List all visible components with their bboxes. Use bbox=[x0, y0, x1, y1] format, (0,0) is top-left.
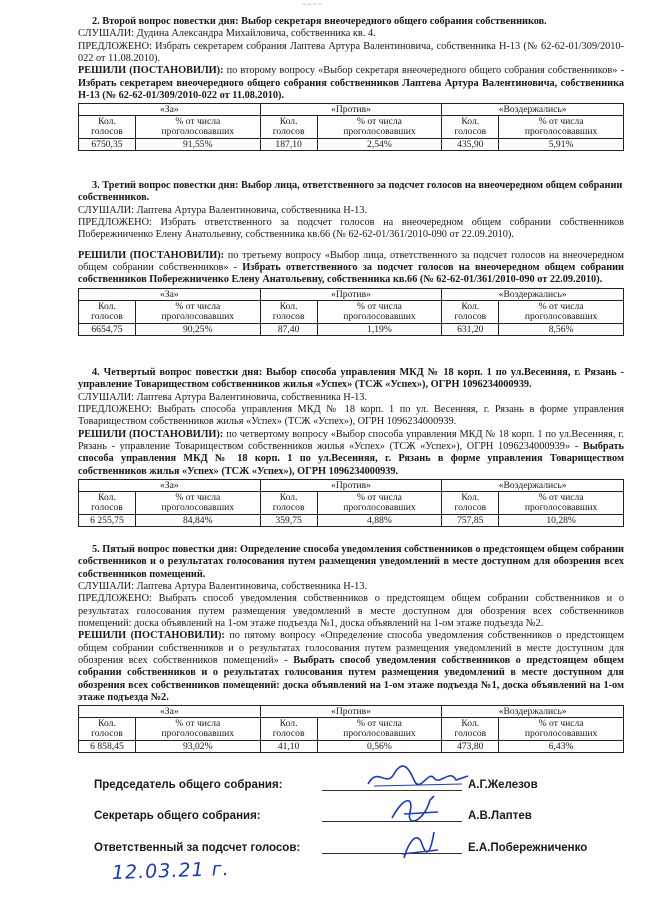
col-pct: % от числа проголосовавших bbox=[135, 718, 260, 741]
for-header: «За» bbox=[79, 706, 261, 718]
decided-bold: Выбрать способ уведомления собственников о предстоящем общем собрании собственников и о результатах голосования путем размещения уведомлений в месте доступном для обозрения всех собственников помещений: доска объявлений на 1-ом этаже подъезда №1, доска объявлений на 1-ом этаже подъезда №2. bbox=[78, 655, 624, 704]
heard-line: СЛУШАЛИ: Лаптева Артура Валентиновича, собственника Н-13. bbox=[78, 204, 368, 216]
cell-abstain-pct: 8,56% bbox=[499, 323, 624, 335]
cell-abstain-votes: 757,85 bbox=[442, 515, 499, 527]
handwritten-signature bbox=[384, 792, 444, 826]
votes-table bbox=[78, 705, 624, 753]
votes-table bbox=[78, 479, 624, 527]
col-pct: % от числа проголосовавших bbox=[135, 300, 260, 323]
col-pct: % от числа проголосовавших bbox=[499, 116, 624, 139]
for-header: «За» bbox=[79, 288, 261, 300]
cell-against-pct: 1,19% bbox=[317, 323, 442, 335]
section-3 bbox=[78, 180, 624, 336]
decided-bold: Выбрать способа управления МКД № 18 корп. 1 по ул.Весенняя, г. Рязань в форме управления Товариществом собственников жилья «Успех» (ТСЖ «Успех»), ОГРН 1096234000939. bbox=[78, 441, 624, 477]
proposed-line: ПРЕДЛОЖЕНО: Выбрать способ уведомления собственников о предстоящем общем собрании собственников и о результатах голосования путем размещения уведомлений в месте доступном для обозрения всех собственников помещений: доска объявлений на 1-ом этаже подъезда №1, доска объявлений на 1-ом этаже подъезда №2. bbox=[78, 593, 624, 630]
decided-text: по второму вопросу «Выбор секретаря внеочередного общего собрания собственников» - bbox=[223, 65, 624, 77]
heard-line: СЛУШАЛИ: Дудина Александра Михайловича, собственника кв. 4. bbox=[78, 28, 376, 40]
col-votes: Кол. голосов bbox=[260, 300, 317, 323]
cell-abstain-pct: 6,43% bbox=[499, 741, 624, 753]
proposed-line: ПРЕДЛОЖЕНО: Избрать ответственного за подсчет голосов на внеочередном общем собрании собственников Побережниченко Елену Анатольевну, собственника кв.66 (№ 62-62-01/361/2010-090 от 22.09.2010). bbox=[78, 217, 624, 241]
decided-lead: РЕШИЛИ (ПОСТАНОВИЛИ): bbox=[78, 249, 225, 261]
for-header: «За» bbox=[79, 104, 261, 116]
decided-line bbox=[78, 250, 624, 287]
col-votes: Кол. голосов bbox=[442, 116, 499, 139]
col-pct: % от числа проголосовавших bbox=[317, 116, 442, 139]
against-header: «Против» bbox=[260, 706, 442, 718]
col-votes: Кол. голосов bbox=[442, 718, 499, 741]
heard-line: СЛУШАЛИ: Лаптева Артура Валентиновича, собственника Н-13. bbox=[78, 581, 368, 593]
decided-line bbox=[78, 65, 624, 102]
decided-line bbox=[78, 630, 624, 704]
col-votes: Кол. голосов bbox=[442, 300, 499, 323]
cell-for-votes: 6654,75 bbox=[79, 323, 136, 335]
decided-lead: РЕШИЛИ (ПОСТАНОВИЛИ): bbox=[78, 428, 224, 440]
handwritten-date: 12.03.21 г. bbox=[111, 857, 231, 885]
abstain-header: «Воздержались» bbox=[442, 288, 624, 300]
cell-against-votes: 187,10 bbox=[260, 139, 317, 151]
decided-lead: РЕШИЛИ (ПОСТАНОВИЛИ): bbox=[78, 630, 225, 642]
abstain-header: «Воздержались» bbox=[442, 104, 624, 116]
top-stamp-mark: ~~~~ bbox=[302, 0, 324, 9]
against-header: «Против» bbox=[260, 480, 442, 492]
cell-abstain-votes: 631,20 bbox=[442, 323, 499, 335]
signature-name: А.В.Лаптев bbox=[468, 810, 532, 822]
col-pct: % от числа проголосовавших bbox=[499, 300, 624, 323]
cell-abstain-votes: 473,80 bbox=[442, 741, 499, 753]
decided-text: по четвертому вопросу «Выбор способа управления МКД № 18 корп. 1 по ул.Весенняя, г. Рязань - управление Товариществом собственников жилья «Успех» (ТСЖ «Успех»), ОГРН 1096234000939» - bbox=[78, 428, 624, 453]
against-header: «Против» bbox=[260, 288, 442, 300]
col-votes: Кол. голосов bbox=[260, 718, 317, 741]
cell-against-pct: 0,56% bbox=[317, 741, 442, 753]
decided-text: по третьему вопросу «Выбор лица, ответственного за подсчет голосов на внеочередном общем собрании собственников» - bbox=[78, 249, 624, 274]
abstain-header: «Воздержались» bbox=[442, 480, 624, 492]
cell-for-pct: 91,55% bbox=[135, 139, 260, 151]
col-votes: Кол. голосов bbox=[79, 492, 136, 515]
section-title: 4. Четвертый вопрос повестки дня: Выбор способа управления МКД № 18 корп. 1 по ул.Весенняя, г. Рязань - управление Товариществом собственников жилья «Успех» (ТСЖ «Успех»), ОГРН 1096234000939. bbox=[78, 367, 624, 391]
decided-text: по пятому вопросу «Определение способа уведомления собственников о предстоящем общем собрании собственников и о результатах голосования путем размещения уведомлений в месте доступном для обозрения всех собственников помещений» - bbox=[78, 630, 625, 667]
proposed-line: ПРЕДЛОЖЕНО: Избрать секретарем собрания Лаптева Артура Валентиновича, собственника Н-13 (№ 62-62-01/309/2010-022 от 11.08.2010). bbox=[78, 40, 624, 65]
col-pct: % от числа проголосовавших bbox=[317, 492, 442, 515]
col-votes: Кол. голосов bbox=[79, 718, 136, 741]
col-pct: % от числа проголосовавших bbox=[317, 718, 442, 741]
section-4 bbox=[78, 367, 624, 527]
col-votes: Кол. голосов bbox=[79, 300, 136, 323]
decided-bold: Избрать ответственного за подсчет голосов на внеочередном общем собрании собственников Побережниченко Елену Анатольевну, собственника кв.66 (№ 62-62-01/361/2010-090 от 22.09.2010). bbox=[78, 262, 624, 286]
signature-role: Секретарь общего собрания: bbox=[94, 810, 261, 822]
decided-lead: РЕШИЛИ (ПОСТАНОВИЛИ): bbox=[78, 65, 224, 77]
section-title: 2. Второй вопрос повестки дня: Выбор секретаря внеочередного общего собрания собственников. bbox=[92, 16, 547, 27]
abstain-header: «Воздержались» bbox=[442, 706, 624, 718]
col-pct: % от числа проголосовавших bbox=[135, 116, 260, 139]
votes-table bbox=[78, 288, 624, 336]
signature-role: Ответственный за подсчет голосов: bbox=[94, 842, 301, 854]
col-pct: % от числа проголосовавших bbox=[135, 492, 260, 515]
proposed-line: ПРЕДЛОЖЕНО: Выбрать способа управления МКД № 18 корп. 1 по ул. Весенняя, г. Рязань в форме управления Товариществом собственников жилья «Успех» (ТСЖ «Успех»), ОГРН 1096234000939. bbox=[78, 404, 624, 428]
section-2 bbox=[78, 16, 624, 151]
cell-abstain-pct: 5,91% bbox=[499, 139, 624, 151]
heard-line: СЛУШАЛИ: Лаптева Артура Валентиновича, собственника Н-13. bbox=[78, 391, 368, 403]
cell-against-votes: 359,75 bbox=[260, 515, 317, 527]
cell-abstain-votes: 435,90 bbox=[442, 139, 499, 151]
cell-abstain-pct: 10,28% bbox=[499, 515, 624, 527]
decided-bold: Избрать секретарем внеочередного общего собрания собственников Лаптева Артура Валентиновича, собственника Н-13 (№ 62-62-01/309/2010-022 от 11.08.2010). bbox=[78, 77, 624, 102]
cell-for-pct: 90,25% bbox=[135, 323, 260, 335]
cell-for-pct: 93,02% bbox=[135, 741, 260, 753]
col-votes: Кол. голосов bbox=[260, 492, 317, 515]
cell-against-pct: 4,88% bbox=[317, 515, 442, 527]
cell-against-votes: 87,40 bbox=[260, 323, 317, 335]
col-pct: % от числа проголосовавших bbox=[499, 492, 624, 515]
cell-for-pct: 84,84% bbox=[135, 515, 260, 527]
section-title: 3. Третий вопрос повестки дня: Выбор лица, ответственного за подсчет голосов на внеочередном общем собрании собственников. bbox=[78, 180, 623, 204]
signature-name: А.Г.Железов bbox=[468, 779, 538, 791]
handwritten-signature bbox=[364, 762, 474, 792]
votes-table bbox=[78, 103, 624, 151]
col-votes: Кол. голосов bbox=[260, 116, 317, 139]
cell-for-votes: 6 255,75 bbox=[79, 515, 136, 527]
signature-role: Председатель общего собрания: bbox=[94, 779, 283, 791]
cell-for-votes: 6750,35 bbox=[79, 139, 136, 151]
cell-against-votes: 41,10 bbox=[260, 741, 317, 753]
against-header: «Против» bbox=[260, 104, 442, 116]
handwritten-signature bbox=[394, 826, 444, 864]
col-votes: Кол. голосов bbox=[79, 116, 136, 139]
section-5 bbox=[78, 544, 624, 753]
cell-for-votes: 6 858,45 bbox=[79, 741, 136, 753]
cell-against-pct: 2,54% bbox=[317, 139, 442, 151]
section-title: 5. Пятый вопрос повестки дня: Определение способа уведомления собственников о предстоящем общем собрании собственников и о результатах голосования путем размещения уведомлений в месте доступном для обозрения всех собственников помещений. bbox=[78, 544, 624, 580]
col-votes: Кол. голосов bbox=[442, 492, 499, 515]
for-header: «За» bbox=[79, 480, 261, 492]
signature-name: Е.А.Побережниченко bbox=[468, 842, 588, 854]
col-pct: % от числа проголосовавших bbox=[499, 718, 624, 741]
col-pct: % от числа проголосовавших bbox=[317, 300, 442, 323]
decided-line bbox=[78, 429, 624, 478]
